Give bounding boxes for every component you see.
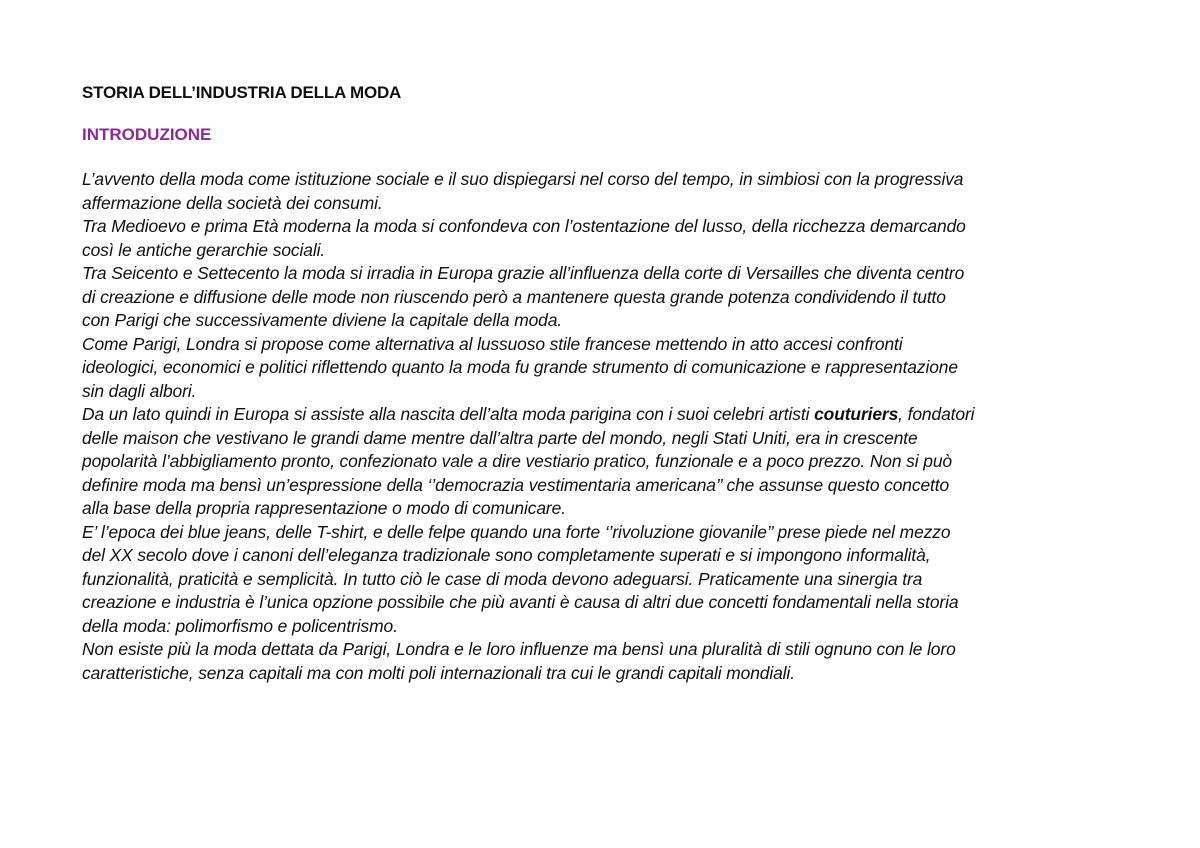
text-line: popolarità l’abbigliamento pronto, confezionato vale a dire vestiario pratico, funzionale e a poco prezzo. Non si può	[82, 451, 952, 471]
text-line: di creazione e diffusione delle mode non riuscendo però a mantenere questa grande potenza condividendo il tutto	[82, 286, 946, 307]
body-text	[82, 168, 1132, 685]
document-title: STORIA DELL’INDUSTRIA DELLA MODA	[82, 83, 402, 102]
text-line	[82, 403, 1132, 427]
text-line: Tra Medioevo e prima Età moderna la moda si confondeva con l’ostentazione del lusso, della ricchezza demarcando	[82, 216, 966, 236]
text-line: ideologici, economici e politici riflettendo quanto la moda fu grande strumento di comunicazione e rappresentazione	[82, 357, 958, 377]
text-line: del XX secolo dove i canoni dell’eleganza tradizionale sono completamente superati e si impongono informalità,	[82, 545, 931, 565]
text-line: affermazione della società dei consumi.	[82, 192, 383, 213]
text-line: della moda: polimorfismo e policentrismo.	[82, 615, 398, 636]
text-line: funzionalità, praticità e semplicità. In tutto ciò le case di moda devono adeguarsi. Praticamente una sinergia tra	[82, 568, 923, 589]
text-line: delle maison che vestivano le grandi dame mentre dall’altra parte del mondo, negli Stati Uniti, era in crescente	[82, 427, 918, 448]
text-line: caratteristiche, senza capitali ma con molti poli internazionali tra cui le grandi capitali mondiali.	[82, 662, 795, 683]
section-heading-introduzione: INTRODUZIONE	[82, 125, 212, 144]
text-line: creazione e industria è l’unica opzione possibile che più avanti è causa di altri due concetti fondamentali nella storia	[82, 592, 959, 612]
text-segment: Da un lato quindi in Europa si assiste alla nascita dell’alta moda parigina con i suoi celebri artisti	[82, 404, 815, 424]
text-line: Tra Seicento e Settecento la moda si irradia in Europa grazie all’influenza della corte di Versailles che diventa centro	[82, 263, 965, 283]
text-segment: , fondatori	[898, 404, 975, 424]
text-line: alla base della propria rappresentazione o modo di comunicare.	[82, 498, 566, 518]
document-page	[82, 82, 1132, 685]
text-line: sin dagli albori.	[82, 380, 197, 401]
text-line: definire moda ma bensì un’espressione della ‘’democrazia vestimentaria americana’’ che assunse questo concetto	[82, 474, 950, 495]
text-line: così le antiche gerarchie sociali.	[82, 239, 326, 260]
text-line: E’ l’epoca dei blue jeans, delle T-shirt, e delle felpe quando una forte ‘’rivoluzione giovanile’’ prese piede nel mezzo	[82, 521, 951, 542]
emphasis-couturiers: couturiers	[814, 404, 899, 424]
text-line: Come Parigi, Londra si propose come alternativa al lussuoso stile francese mettendo in atto accesi confronti	[82, 333, 903, 354]
text-line: Non esiste più la moda dettata da Parigi, Londra e le loro influenze ma bensì una pluralità di stili ognuno con le loro	[82, 639, 956, 659]
text-line: L’avvento della moda come istituzione sociale e il suo dispiegarsi nel corso del tempo, in simbiosi con la progressiva	[82, 169, 964, 189]
text-line: con Parigi che successivamente diviene la capitale della moda.	[82, 310, 563, 330]
